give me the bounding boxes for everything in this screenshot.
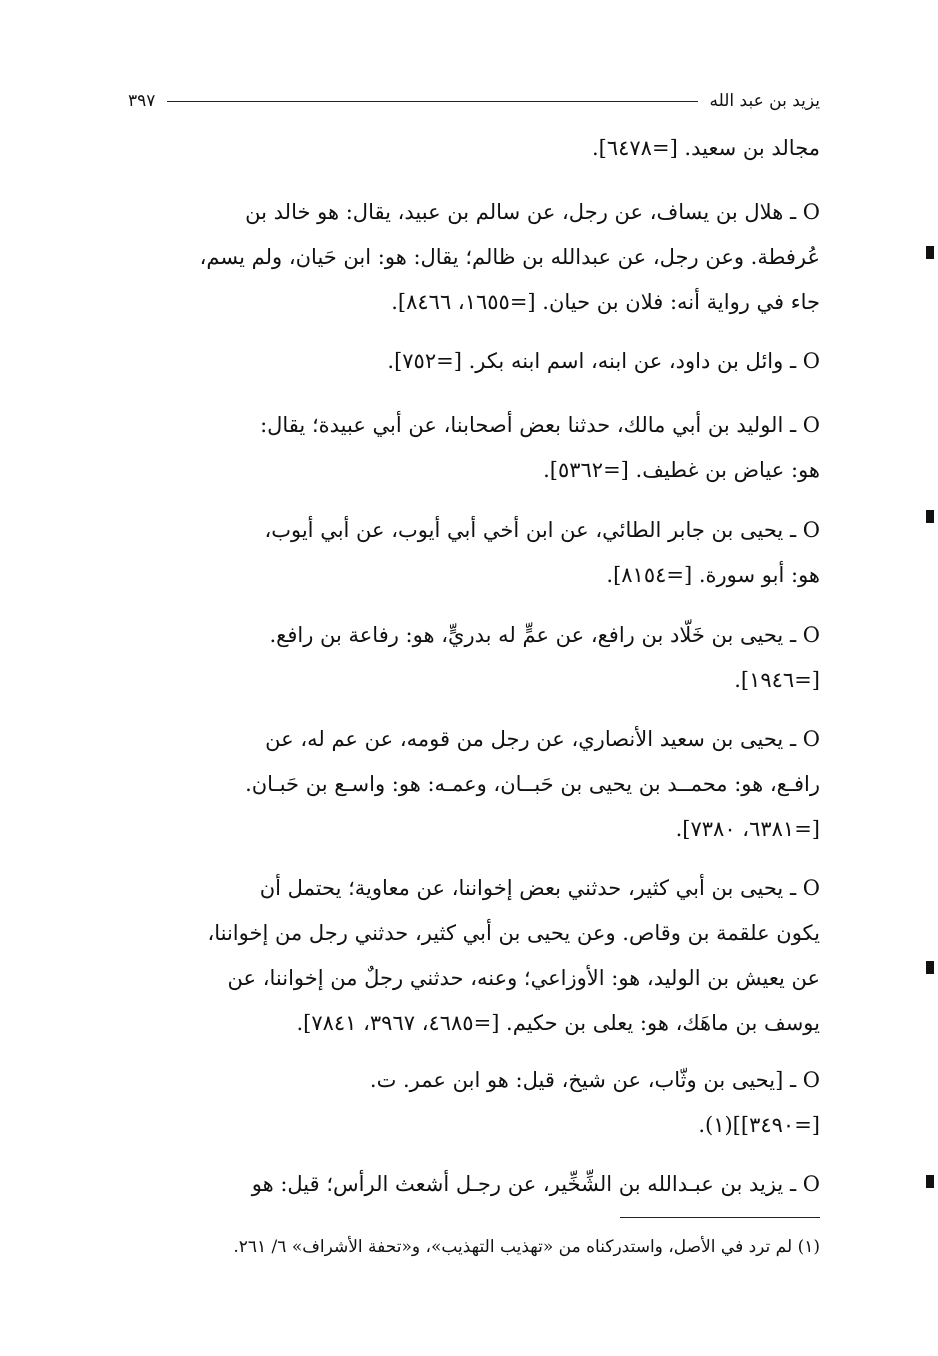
text-line: O ـ [يحيى بن وثّاب، عن شيخ، قيل: هو ابن عمر. ت. <box>369 1068 820 1092</box>
page-header <box>128 86 820 116</box>
margin-mark <box>926 961 934 974</box>
entry-continuation <box>128 126 820 171</box>
footnote: (١) لم ترد في الأصل، واستدركناه من «تهذيب التهذيب»، و«تحفة الأشراف» ٦/ ٢٦١. <box>233 1237 820 1257</box>
text-line: يكون علقمة بن وقاص. وعن يحيى بن أبي كثير، حدثني رجل من إخواننا، <box>207 921 820 945</box>
entry-yahya-said <box>128 717 820 852</box>
text-line: عُرفطة. وعن رجل، عن عبدالله بن ظالم؛ يقال: هو: ابن حَيان، ولم يسم، <box>199 245 820 269</box>
entry-yazid <box>128 1162 820 1207</box>
text-line: O ـ يحيى بن أبي كثير، حدثني بعض إخواننا، عن معاوية؛ يحتمل أن <box>259 876 820 900</box>
text-line: O ـ يحيى بن خَلّاد بن رافع، عن عمٍّ له بدريٍّ، هو: رفاعة بن رافع. <box>269 623 820 647</box>
entry-yahya-kathir <box>128 866 820 1046</box>
text-line: هو: عياض بن غطيف. [=٥٣٦٢]. <box>543 458 820 482</box>
header-rule <box>167 101 697 102</box>
text-line: [=١٩٤٦]. <box>734 668 820 692</box>
text-line: O ـ يحيى بن جابر الطائي، عن ابن أخي أبي أيوب، عن أبي أيوب، <box>264 518 820 542</box>
text-line: [=٣٤٩٠]](١). <box>698 1113 820 1137</box>
text-line: [=٦٣٨١، ٧٣٨٠]. <box>675 817 820 841</box>
margin-mark <box>926 246 934 259</box>
entry-wail <box>128 339 820 384</box>
entry-yahya-waththab <box>128 1058 820 1148</box>
footnote-rule <box>620 1217 820 1218</box>
margin-mark <box>926 510 934 523</box>
page-number: ٣٩٧ <box>128 91 156 111</box>
text-line: يوسف بن ماهَك، هو: يعلى بن حكيم. [=٤٦٨٥، ٣٩٦٧، ٧٨٤١]. <box>296 1011 820 1035</box>
margin-mark <box>926 1175 934 1188</box>
entry-yahya-khallad <box>128 613 820 703</box>
text-line: O ـ وائل بن داود، عن ابنه، اسم ابنه بكر. [=٧٥٢]. <box>387 349 820 373</box>
running-head: يزيد بن عبد الله <box>709 91 820 111</box>
text-line: O ـ يزيد بن عبـدالله بن الشِّخِّير، عن رجـل أشعث الرأس؛ قيل: هو <box>251 1172 820 1196</box>
text-line: O ـ الوليد بن أبي مالك، حدثنا بعض أصحابنا، عن أبي عبيدة؛ يقال: <box>260 413 820 437</box>
text-line: O ـ هلال بن يساف، عن رجل، عن سالم بن عبيد، يقال: هو خالد بن <box>245 200 820 224</box>
text-line: عن يعيش بن الوليد، هو: الأوزاعي؛ وعنه، حدثني رجلٌ من إخواننا، عن <box>227 966 820 990</box>
text-line: O ـ يحيى بن سعيد الأنصاري، عن رجل من قومه، عن عم له، عن <box>265 727 820 751</box>
entry-hilal <box>128 190 820 325</box>
text-line: مجالد بن سعيد. [=٦٤٧٨]. <box>591 136 820 160</box>
entry-walid <box>128 403 820 493</box>
text-line: رافـع، هو: محمــد بن يحيى بن حَبــان، وعمـه: هو: واسـع بن حَبـان. <box>245 772 820 796</box>
text-line: جاء في رواية أنه: فلان بن حيان. [=١٦٥٥، ٨٤٦٦]. <box>391 290 820 314</box>
entry-yahya-jabir <box>128 508 820 598</box>
text-line: هو: أبو سورة. [=٨١٥٤]. <box>606 563 820 587</box>
